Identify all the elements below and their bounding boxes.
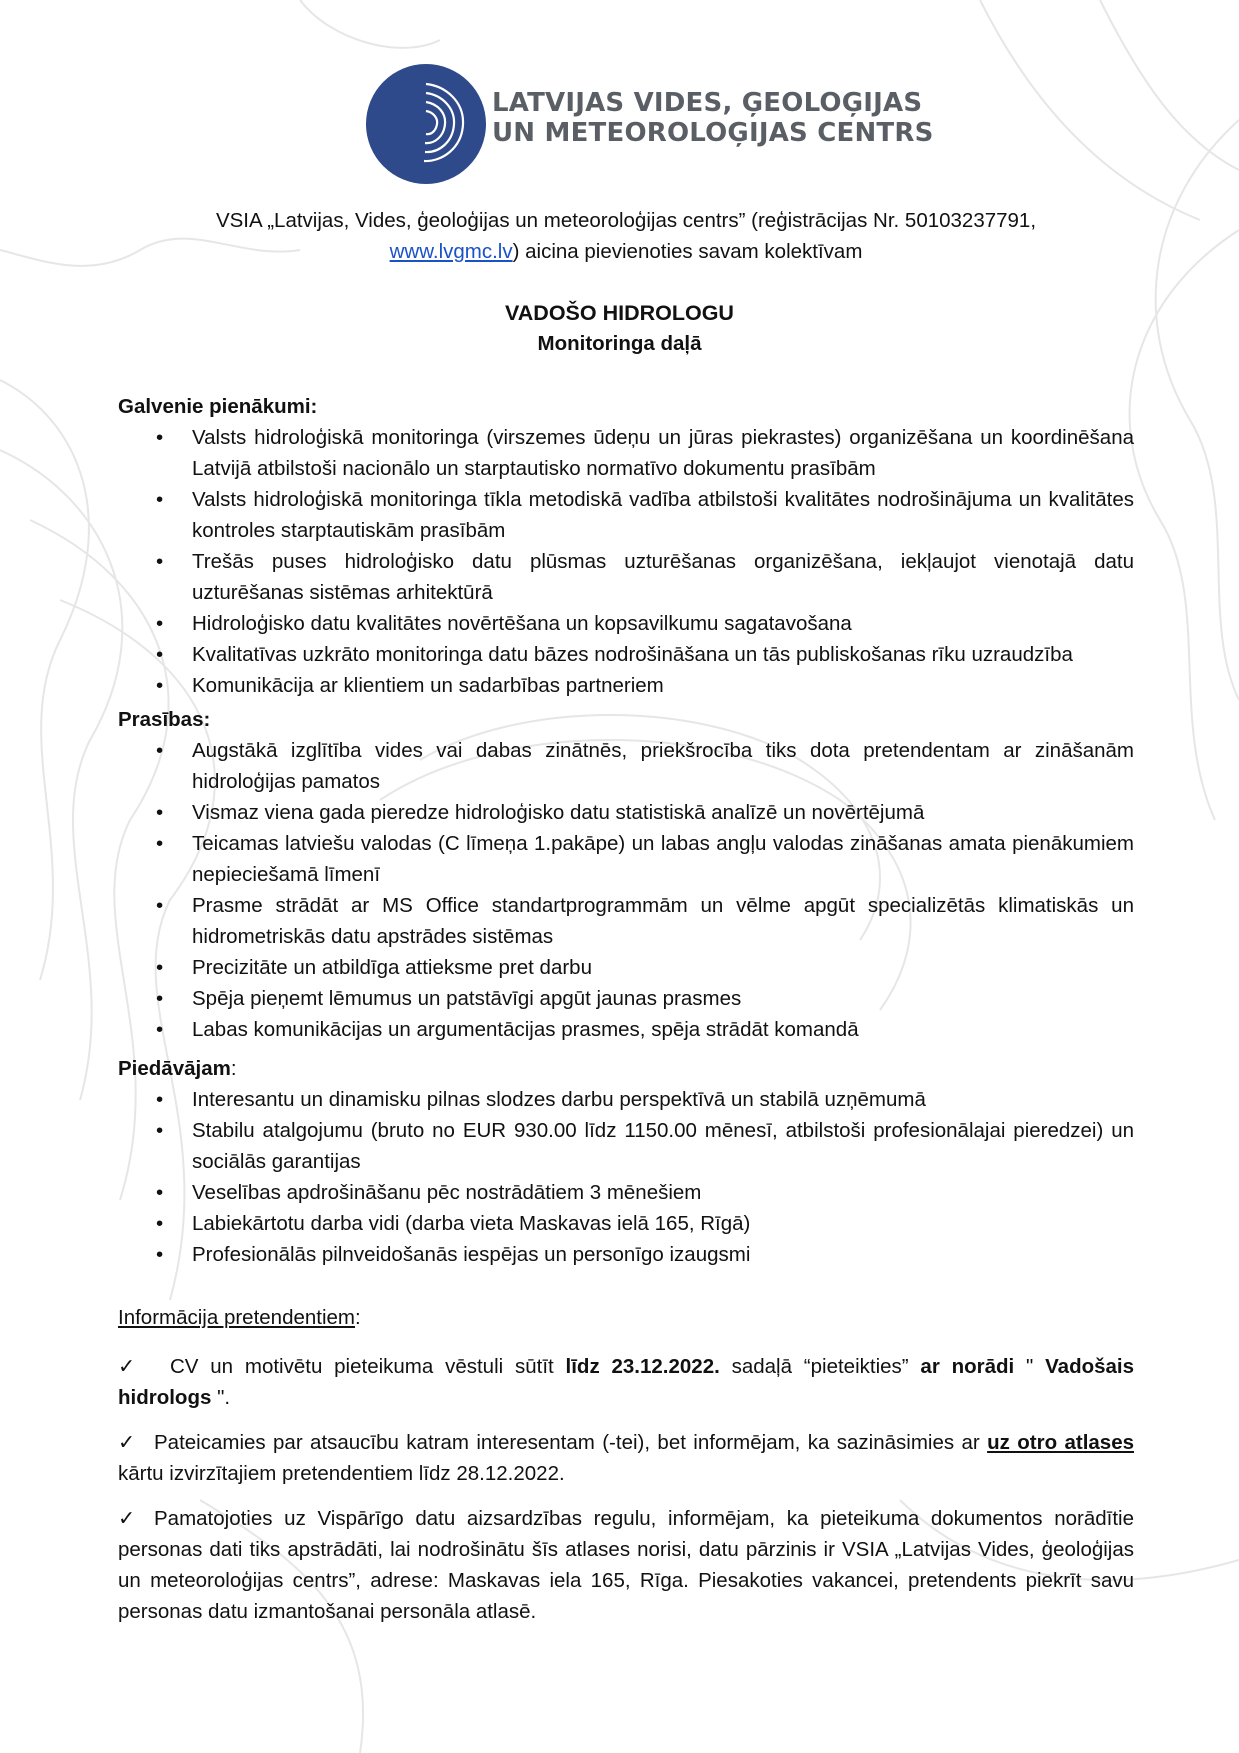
requirements-heading: Prasības: — [118, 708, 211, 731]
bullet-icon: • — [156, 987, 164, 1010]
logo-line-2: UN METEOROLOĢIJAS CENTRS — [492, 118, 934, 148]
requirements-list — [118, 735, 1134, 1045]
bullet-icon: • — [156, 832, 164, 855]
list-item: • Precizitāte un atbildīga attieksme pret darbu — [118, 952, 1134, 983]
list-item: • Labas komunikācijas un argumentācijas prasmes, spēja strādāt komandā — [118, 1014, 1134, 1045]
list-item: • Augstākā izglītība vides vai dabas zinātnēs, priekšrocība tiks dota pretendentam ar zināšanām hidroloģijas pamatos — [118, 735, 1134, 797]
website-link[interactable]: www.lvgmc.lv — [389, 240, 513, 263]
logo-wordmark — [492, 88, 934, 148]
logo-emblem-icon — [364, 62, 488, 186]
duties-list — [118, 422, 1134, 701]
list-item: • Komunikācija ar klientiem un sadarbības partneriem — [118, 670, 1134, 701]
bullet-icon: • — [156, 1243, 164, 1266]
list-item: • Hidroloģisko datu kvalitātes novērtēšana un kopsavilkumu sagatavošana — [118, 608, 1134, 639]
list-item: • Veselības apdrošināšanu pēc nostrādātiem 3 mēnešiem — [118, 1177, 1134, 1208]
list-item: • Interesantu un dinamisku pilnas slodzes darbu perspektīvā un stabilā uzņēmumā — [118, 1084, 1134, 1115]
list-item: • Valsts hidroloģiskā monitoringa tīkla metodiskā vadība atbilstoši kvalitātes nodrošinājuma un kvalitātes kontroles starptautiskām prasībām — [118, 484, 1134, 546]
intro-line-1: VSIA „Latvijas, Vides, ģeoloģijas un meteoroloģijas centrs” (reģistrācijas Nr. 50103237791, — [215, 209, 1037, 232]
list-item: • Trešās puses hidroloģisko datu plūsmas uzturēšanas organizēšana, iekļaujot vienotajā datu uzturēšanas sistēmas arhitektūrā — [118, 546, 1134, 608]
bullet-icon: • — [156, 550, 164, 573]
bullet-icon: • — [156, 674, 164, 697]
department-subtitle: Monitoringa daļā — [537, 332, 702, 355]
main-content — [118, 391, 1134, 1627]
list-item: • Profesionālās pilnveidošanās iespējas un personīgo izaugsmi — [118, 1239, 1134, 1270]
list-item: • Valsts hidroloģiskā monitoringa (virszemes ūdeņu un jūras piekrastes) organizēšana un koordinēšana Latvijā atbilstoši nacionālo un starptautisko normatīvo dokumentu prasībām — [118, 422, 1134, 484]
list-item: • Stabilu atalgojumu (bruto no EUR 930.00 līdz 1150.00 mēnesī, atbilstoši profesionālajai pieredzei) un sociālās garantijas — [118, 1115, 1134, 1177]
checkmark-icon: ✓ — [118, 1354, 136, 1378]
bullet-icon: • — [156, 739, 164, 762]
bullet-icon: • — [156, 1181, 164, 1204]
list-item: • Prasme strādāt ar MS Office standartprogrammām un vēlme apgūt specializētās klimatiskās un hidrometriskās datu apstrādes sistēmas — [118, 890, 1134, 952]
bullet-icon: • — [156, 1212, 164, 1235]
bullet-icon: • — [156, 894, 164, 917]
bullet-icon: • — [156, 426, 164, 449]
list-item: • Vismaz viena gada pieredze hidroloģisko datu statistiskā analīzē un novērtējumā — [118, 797, 1134, 828]
bullet-icon: • — [156, 1119, 164, 1142]
logo-line-1: LATVIJAS VIDES, ĢEOLOĢIJAS — [492, 88, 923, 118]
bullet-icon: • — [156, 801, 164, 824]
info-paragraph-1: ✓ CV un motivētu pieteikuma vēstuli sūtīt līdz 23.12.2022. sadaļā “pieteikties” ar norādi " Vadošais hidrologs ". — [118, 1351, 1134, 1413]
list-item: • Labiekārtotu darba vidi (darba vieta Maskavas ielā 165, Rīgā) — [118, 1208, 1134, 1239]
duties-heading: Galvenie pienākumi: — [118, 395, 318, 418]
bullet-icon: • — [156, 956, 164, 979]
intro-text — [118, 205, 1134, 267]
offer-heading: Piedāvājam: — [118, 1057, 237, 1080]
info-heading: Informācija pretendentiem: — [118, 1306, 361, 1329]
bullet-icon: • — [156, 643, 164, 666]
bullet-icon: • — [156, 488, 164, 511]
list-item: • Kvalitatīvas uzkrāto monitoringa datu bāzes nodrošināšana un tās publiskošanas rīku uzraudzība — [118, 639, 1134, 670]
info-paragraph-3: ✓ Pamatojoties uz Vispārīgo datu aizsardzības regulu, informējam, ka pieteikuma dokumentos norādītie personas dati tiks apstrādāti, lai nodrošinātu šīs atlases norisi, datu pārzinis ir VSIA „Latvijas Vides, ģeoloģijas un meteoroloģijas centrs”, adrese: Maskavas iela 165, Rīga. Piesakoties vakancei, pretendents piekrīt savu personas datu izmantošanai personāla atlasē. — [118, 1503, 1134, 1627]
bullet-icon: • — [156, 1088, 164, 1111]
info-paragraph-2: ✓ Pateicamies par atsaucību katram interesentam (-tei), bet informējam, ka sazināsimies ar uz otro atlases kārtu izvirzītajiem pretendentiem līdz 28.12.2022. — [118, 1427, 1134, 1489]
offer-list — [118, 1084, 1134, 1270]
lvgmc-logo — [364, 62, 934, 186]
checkmark-icon: ✓ — [118, 1506, 136, 1530]
checkmark-icon: ✓ — [118, 1430, 136, 1454]
bullet-icon: • — [156, 1018, 164, 1041]
list-item: • Teicamas latviešu valodas (C līmeņa 1.pakāpe) un labas angļu valodas zināšanas amata pienākumiem nepieciešamā līmenī — [118, 828, 1134, 890]
list-item: • Spēja pieņemt lēmumus un patstāvīgi apgūt jaunas prasmes — [118, 983, 1134, 1014]
job-title: VADOŠO HIDROLOGU — [505, 301, 734, 325]
intro-line-2: ) aicina pievienoties savam kolektīvam — [512, 240, 863, 263]
bullet-icon: • — [156, 612, 164, 635]
